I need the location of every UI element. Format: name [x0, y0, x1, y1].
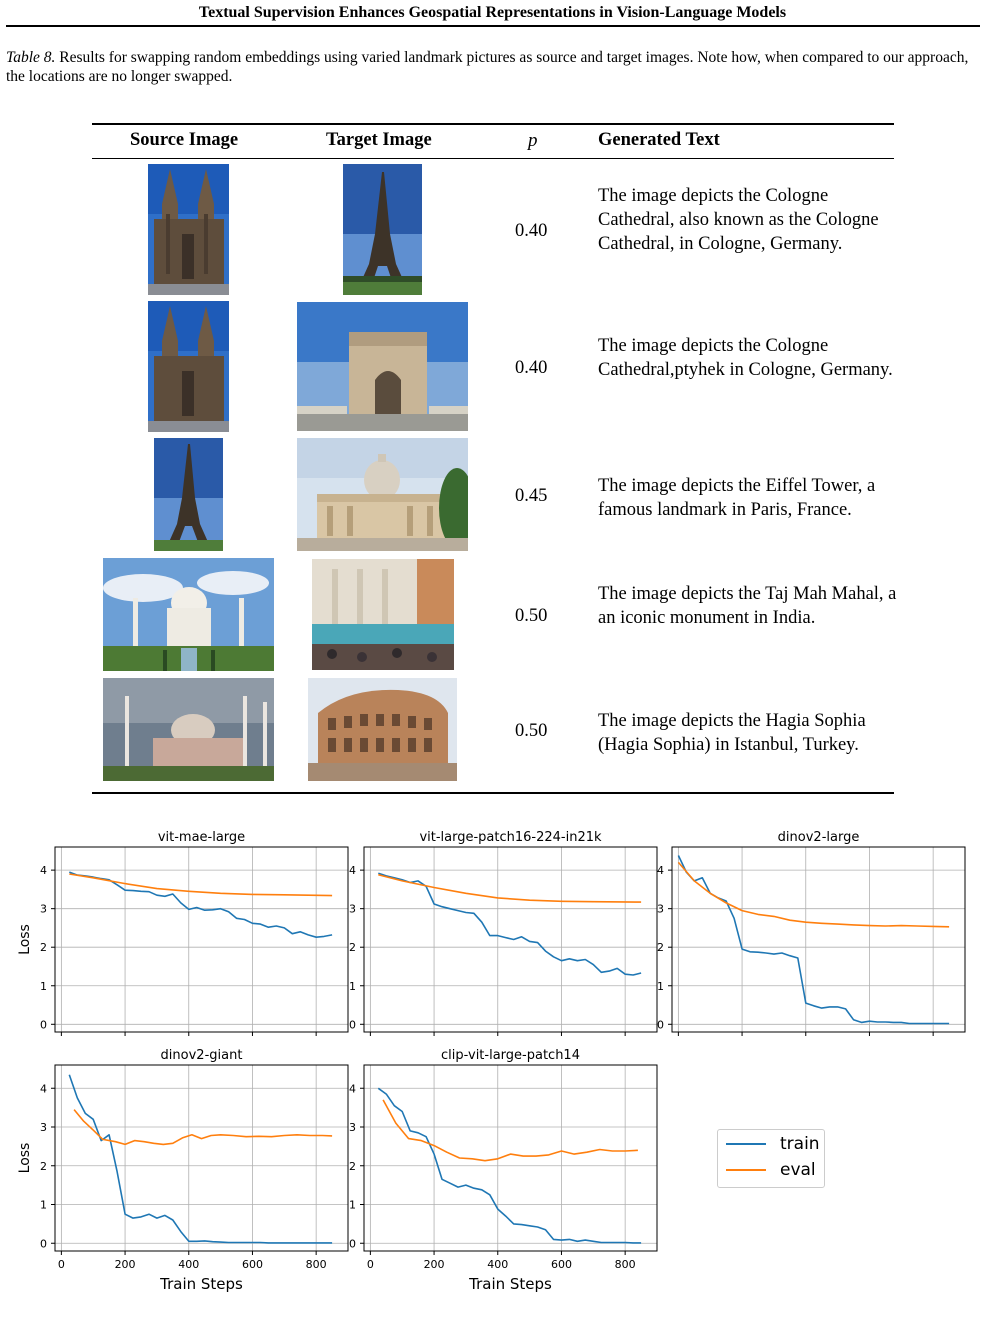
y-tick-label: 4 [40, 1082, 47, 1096]
y-tick-label: 3 [349, 902, 356, 916]
y-tick-label: 1 [657, 979, 664, 993]
eiffel-tower-image [343, 164, 422, 295]
chart-title: vit-mae-large [157, 830, 246, 845]
x-tick-label: 600 [241, 1258, 263, 1271]
y-tick-label: 1 [349, 1198, 356, 1212]
caption-text: Results for swapping random embeddings using varied landmark pictures as source and target images. Note how, when compared to our approach, the locations are no longer swapped. [6, 49, 969, 85]
chart-title: vit-large-patch16-224-in21k [419, 830, 602, 845]
x-axis-label: Train Steps [469, 1275, 552, 1293]
y-tick-label: 0 [40, 1018, 47, 1032]
arc-de-triomphe-image [297, 302, 468, 431]
header-generated: Generated Text [598, 130, 720, 150]
x-tick-label: 400 [178, 1258, 200, 1271]
header-p: p [528, 130, 538, 151]
caption-label: Table 8. [6, 49, 56, 66]
x-tick-label: 0 [57, 1258, 65, 1271]
y-tick-label: 1 [40, 1198, 47, 1212]
y-tick-label: 0 [657, 1018, 664, 1032]
y-tick-label: 4 [657, 864, 664, 878]
legend-train-label: train [780, 1134, 820, 1154]
x-axis-label: Train Steps [160, 1275, 243, 1293]
table-bottom-rule [92, 792, 894, 794]
series-line-eval [383, 1100, 638, 1161]
y-axis-label: Loss [17, 1142, 33, 1174]
y-tick-label: 2 [40, 941, 47, 955]
x-tick-label: 400 [487, 1258, 509, 1271]
y-tick-label: 0 [349, 1018, 356, 1032]
paper-header-title: Textual Supervision Enhances Geospatial Representations in Vision-Language Models [198, 4, 787, 21]
series-line-train [69, 872, 332, 937]
training-loss-charts [0, 820, 985, 1300]
generated-text: The image depicts the Cologne Cathedral,ptyhek in Cologne, Germany. [598, 336, 893, 380]
x-tick-label: 600 [550, 1258, 572, 1271]
taj-mahal-image [103, 558, 274, 671]
chart-title: dinov2-large [777, 830, 860, 845]
x-tick-label: 800 [614, 1258, 636, 1271]
hagia-sophia-image [103, 678, 274, 781]
legend-eval-line [726, 1169, 766, 1171]
table-mid-rule [92, 158, 894, 159]
plot-frame [672, 847, 965, 1032]
y-tick-label: 2 [349, 941, 356, 955]
cologne-cathedral-image [148, 164, 229, 295]
y-axis-label: Loss [17, 924, 33, 955]
legend-eval-label: eval [780, 1160, 816, 1180]
table-caption [6, 48, 981, 86]
generated-text: The image depicts the Cologne Cathedral, also known as the Cologne Cathedral, in Cologne, Germany. [598, 186, 879, 254]
series-line-eval [678, 862, 949, 926]
legend-train [726, 1133, 820, 1155]
y-tick-label: 3 [40, 902, 47, 916]
series-line-train [69, 1075, 332, 1243]
p-value: 0.40 [515, 221, 548, 241]
generated-text: The image depicts the Hagia Sophia (Hagia Sophia) in Istanbul, Turkey. [598, 711, 866, 755]
plot-frame [55, 1065, 348, 1251]
series-line-train [678, 856, 949, 1024]
y-tick-label: 1 [40, 979, 47, 993]
trevi-fountain-image [312, 559, 454, 670]
colosseum-image [308, 678, 457, 781]
table-top-rule [92, 123, 894, 125]
y-tick-label: 0 [40, 1237, 47, 1251]
generated-text: The image depicts the Taj Mah Mahal, a an iconic monument in India. [598, 584, 897, 628]
header-source: Source Image [130, 130, 239, 150]
y-tick-label: 2 [657, 941, 664, 955]
series-line-train [378, 873, 641, 975]
series-line-eval [378, 875, 641, 902]
x-tick-label: 200 [114, 1258, 136, 1271]
y-tick-label: 3 [657, 902, 664, 916]
y-tick-label: 4 [349, 1082, 356, 1096]
p-value: 0.50 [515, 606, 548, 626]
y-tick-label: 2 [349, 1159, 356, 1173]
x-tick-label: 0 [366, 1258, 374, 1271]
header-target: Target Image [326, 130, 432, 150]
cologne-cathedral-image [148, 301, 229, 432]
plot-frame [55, 847, 348, 1032]
x-tick-label: 800 [305, 1258, 327, 1271]
p-value: 0.40 [515, 358, 548, 378]
chart-title: clip-vit-large-patch14 [441, 1048, 580, 1063]
p-value: 0.45 [515, 486, 548, 506]
y-tick-label: 3 [349, 1121, 356, 1134]
eiffel-tower-image [154, 438, 223, 551]
generated-text: The image depicts the Eiffel Tower, a famous landmark in Paris, France. [598, 476, 876, 520]
legend-train-line [726, 1143, 766, 1145]
y-tick-label: 4 [349, 864, 356, 878]
legend-eval [726, 1159, 816, 1181]
header-rule [6, 25, 980, 27]
plot-frame [364, 1065, 657, 1251]
chart-title: dinov2-giant [160, 1048, 243, 1063]
chart-legend [717, 1129, 825, 1188]
y-tick-label: 3 [40, 1121, 47, 1134]
x-tick-label: 200 [423, 1258, 445, 1271]
series-line-eval [69, 874, 332, 896]
y-tick-label: 4 [40, 864, 47, 878]
y-tick-label: 1 [349, 979, 356, 993]
st-peters-basilica-image [297, 438, 468, 551]
p-value: 0.50 [515, 721, 548, 741]
y-tick-label: 0 [349, 1237, 356, 1251]
y-tick-label: 2 [40, 1159, 47, 1173]
